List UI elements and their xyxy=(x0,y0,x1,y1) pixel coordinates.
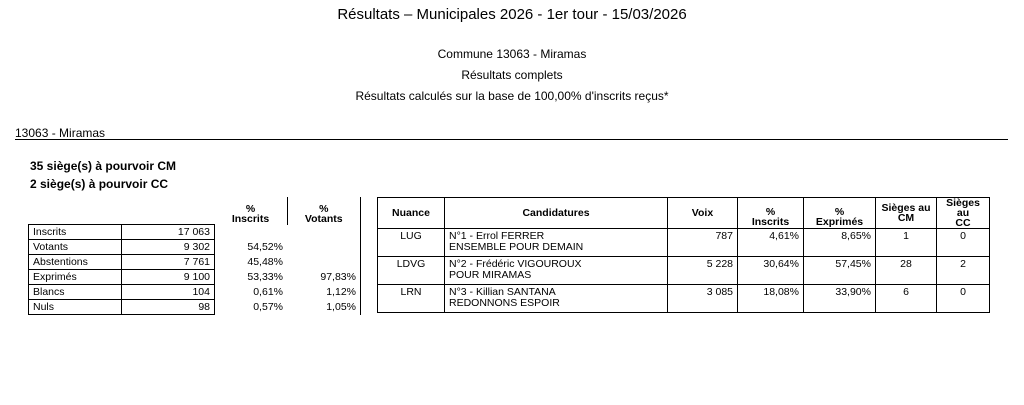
row-pct-inscrits xyxy=(215,225,288,240)
row-label: Abstentions xyxy=(29,255,122,270)
row-value: 98 xyxy=(122,300,215,315)
table-row xyxy=(29,255,361,270)
row-label: Blancs xyxy=(29,285,122,300)
col-sieges-cc: Sièges au CC xyxy=(937,198,990,229)
row-pct-votants: 1,05% xyxy=(287,300,361,315)
row-pct-inscrits: 0,57% xyxy=(253,301,283,313)
row-label: Exprimés xyxy=(29,270,122,285)
cell-pct-inscrits: 18,08% xyxy=(738,285,804,313)
calculation-basis: Résultats calculés sur la base de 100,00% d'inscrits reçus* xyxy=(355,89,669,103)
table-row xyxy=(378,229,990,257)
row-value: 9 302 xyxy=(122,240,215,255)
cell-sieges-cc: 0 xyxy=(937,229,990,257)
row-value: 104 xyxy=(122,285,215,300)
cell-nuance: LUG xyxy=(378,229,445,257)
row-pct-votants: 97,83% xyxy=(287,270,361,285)
col-voix: Voix xyxy=(668,198,738,229)
cell-sieges-cc: 0 xyxy=(937,285,990,313)
commune-heading: Commune 13063 - Miramas xyxy=(437,47,587,61)
cell-pct-inscrits: 4,61% xyxy=(738,229,804,257)
cell-voix: 787 xyxy=(668,229,738,257)
cell-nuance: LRN xyxy=(378,285,445,313)
results-table xyxy=(377,197,990,313)
table-row xyxy=(29,285,361,300)
cell-sieges-cm: 1 xyxy=(876,229,937,257)
cell-sieges-cm: 6 xyxy=(876,285,937,313)
row-value: 7 761 xyxy=(122,255,215,270)
table-row xyxy=(29,300,361,315)
cell-sieges-cc: 2 xyxy=(937,257,990,285)
cell-pct-exprimes: 8,65% xyxy=(804,229,876,257)
row-pct-inscrits: 53,33% xyxy=(247,271,283,283)
cell-nuance: LDVG xyxy=(378,257,445,285)
results-header xyxy=(378,198,990,229)
table-row xyxy=(378,285,990,313)
col-pct-votants: % Votants xyxy=(287,197,361,225)
completeness-status: Résultats complets xyxy=(461,68,563,82)
row-pct-votants xyxy=(287,240,361,255)
col-candidatures: Candidatures xyxy=(445,198,668,229)
row-pct-votants xyxy=(287,225,361,240)
col-pct-inscrits: % Inscrits xyxy=(215,197,288,225)
cell-candidature: N°2 - Frédéric VIGOUROUX POUR MIRAMAS xyxy=(445,257,668,285)
cell-pct-exprimes: 57,45% xyxy=(804,257,876,285)
row-pct-votants xyxy=(287,255,361,270)
seats-cc: 2 siège(s) à pourvoir CC xyxy=(30,177,169,191)
row-label: Inscrits xyxy=(29,225,122,240)
col-pct-exprimes: % Exprimés xyxy=(804,198,876,229)
participation-table xyxy=(28,197,361,315)
row-pct-votants: 1,12% xyxy=(287,285,361,300)
table-row xyxy=(29,270,361,285)
cell-voix: 5 228 xyxy=(668,257,738,285)
row-pct-inscrits: 0,61% xyxy=(253,286,283,298)
table-row xyxy=(378,257,990,285)
table-row xyxy=(29,240,361,255)
row-value: 17 063 xyxy=(122,225,215,240)
participation-header xyxy=(29,197,361,225)
section-divider xyxy=(15,139,1008,140)
table-row xyxy=(29,225,361,240)
col-nuance: Nuance xyxy=(378,198,445,229)
row-pct-inscrits: 54,52% xyxy=(247,241,283,253)
row-label: Nuls xyxy=(29,300,122,315)
row-pct-inscrits: 45,48% xyxy=(247,256,283,268)
seats-cm: 35 siège(s) à pourvoir CM xyxy=(30,159,177,173)
cell-candidature: N°1 - Errol FERRER ENSEMBLE POUR DEMAIN xyxy=(445,229,668,257)
cell-sieges-cm: 28 xyxy=(876,257,937,285)
col-pct-inscrits: % Inscrits xyxy=(738,198,804,229)
cell-pct-inscrits: 30,64% xyxy=(738,257,804,285)
cell-pct-exprimes: 33,90% xyxy=(804,285,876,313)
row-label: Votants xyxy=(29,240,122,255)
col-sieges-cm: Sièges au CM xyxy=(876,198,937,229)
cell-voix: 3 085 xyxy=(668,285,738,313)
row-value: 9 100 xyxy=(122,270,215,285)
commune-label: 13063 - Miramas xyxy=(15,126,106,140)
page-title: Résultats – Municipales 2026 - 1er tour - 15/03/2026 xyxy=(337,6,687,23)
cell-candidature: N°3 - Killian SANTANA REDONNONS ESPOIR xyxy=(445,285,668,313)
